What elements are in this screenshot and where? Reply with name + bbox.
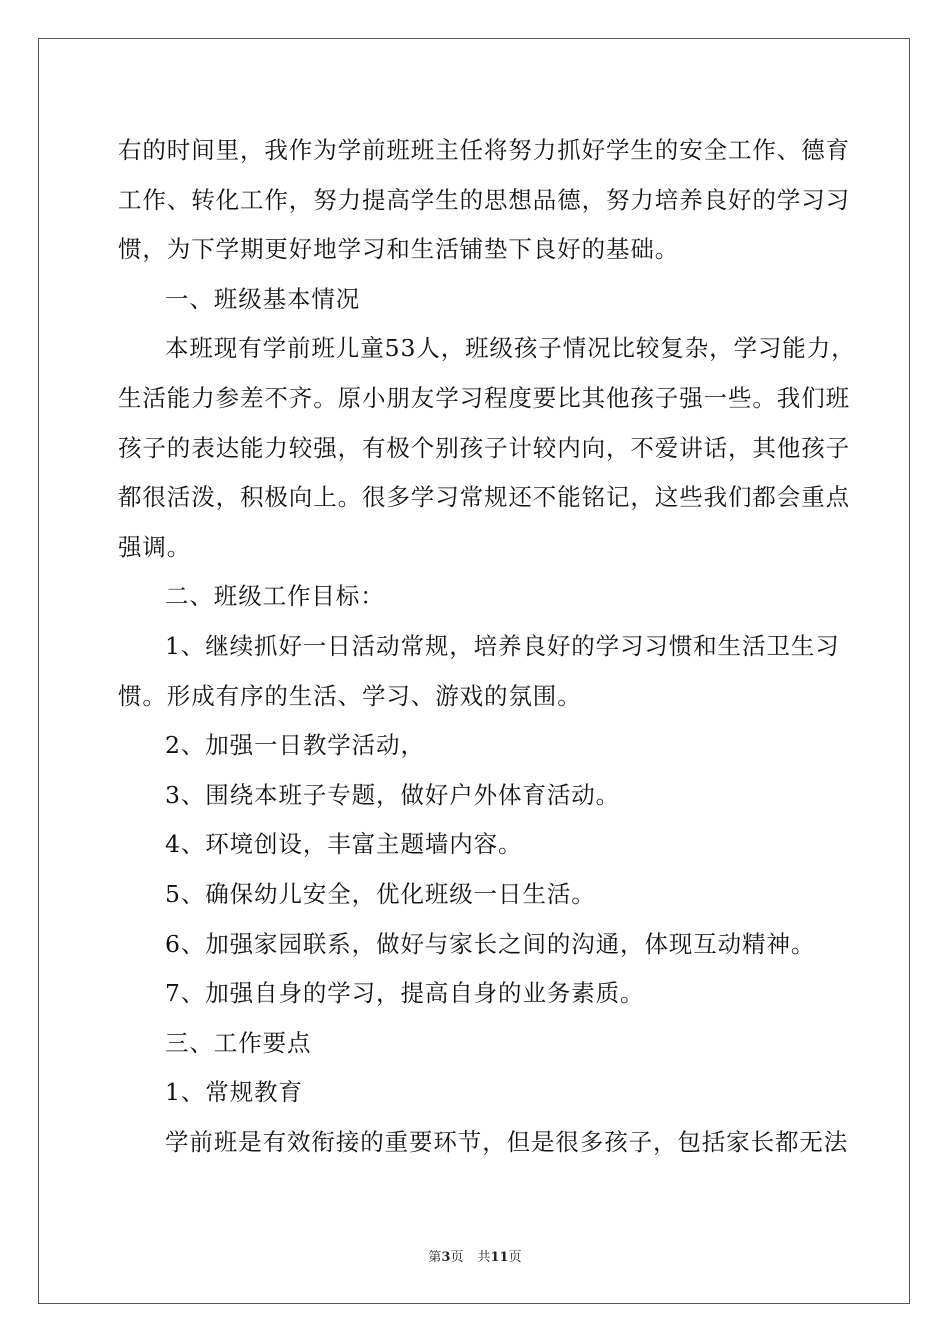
footer-page-prefix: 第 [428, 1250, 442, 1265]
text-line: 学前班是有效衔接的重要环节，但是很多孩子，包括家长都无法 [165, 1127, 849, 1156]
text-line: 2、加强一日教学活动， [165, 731, 425, 760]
text-line: 5、确保幼儿安全，优化班级一日生活。 [165, 879, 596, 908]
text-line: 1、常规教育 [165, 1078, 303, 1107]
text-line: 惯，为下学期更好地学习和生活铺垫下良好的基础。 [118, 235, 680, 264]
text-line: 三、工作要点 [165, 1028, 312, 1057]
footer-page-suffix: 页 [450, 1250, 464, 1265]
text-line: 6、加强家园联系，做好与家长之间的沟通，体现互动精神。 [165, 929, 816, 958]
footer-total-prefix: 共 [477, 1250, 491, 1265]
page-footer [0, 1246, 950, 1265]
footer-total-suffix: 页 [508, 1250, 522, 1265]
text-line: 4、环境创设，丰富主题墙内容。 [165, 830, 523, 859]
text-line: 生活能力参差不齐。原小朋友学习程度要比其他孩子强一些。我们班 [118, 383, 850, 412]
text-line: 孩子的表达能力较强，有极个别孩子计较内向，不爱讲话，其他孩子 [118, 433, 850, 462]
text-line: 3、围绕本班子专题，做好户外体育活动。 [165, 780, 621, 809]
document-body [118, 126, 856, 1167]
footer-page-number: 3 [441, 1250, 451, 1265]
text-line: 一、班级基本情况 [165, 284, 361, 313]
text-line: 工作、转化工作，努力提高学生的思想品德，努力培养良好的学习习 [118, 185, 850, 214]
text-line: 7、加强自身的学习，提高自身的业务素质。 [165, 979, 645, 1008]
text-line: 惯。形成有序的生活、学习、游戏的氛围。 [118, 681, 582, 710]
text-line: 二、班级工作目标： [165, 582, 385, 611]
text-line: 强调。 [118, 532, 192, 561]
footer-total-pages: 11 [490, 1250, 509, 1265]
text-line: 右的时间里，我作为学前班班主任将努力抓好学生的安全工作、德育 [118, 136, 850, 164]
text-line: 本班现有学前班儿童53人，班级孩子情况比较复杂，学习能力， [165, 334, 856, 363]
text-line: 都很活泼，积极向上。很多学习常规还不能铭记，这些我们都会重点 [118, 483, 850, 512]
text-line: 1、继续抓好一日活动常规，培养良好的学习习惯和生活卫生习 [165, 631, 840, 660]
